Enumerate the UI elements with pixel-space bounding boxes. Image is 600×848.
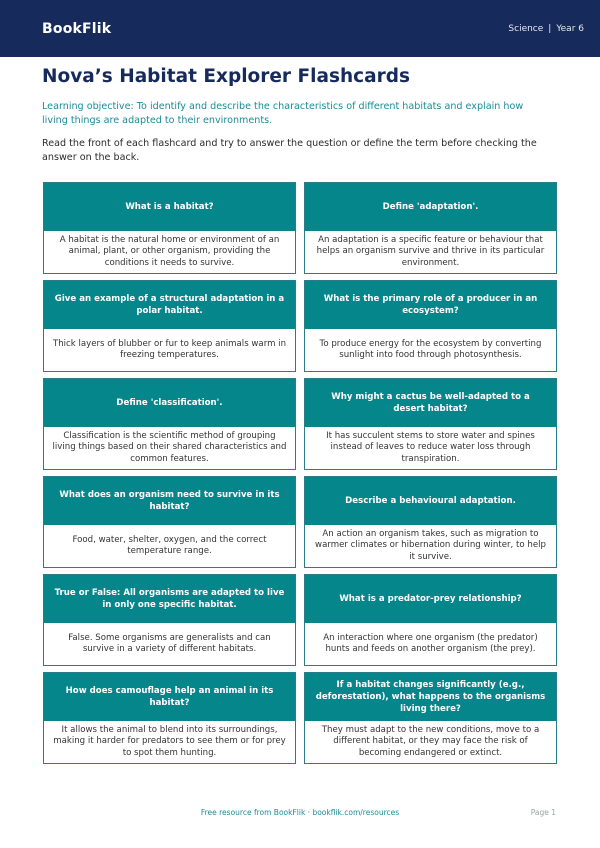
meta-separator: | [548,23,552,34]
header-meta [508,24,584,34]
flashcard-back: False. Some organisms are generalists and can survive in a variety of different habitats. [44,623,295,665]
flashcard-front: Define 'classification'. [44,379,295,427]
flashcard-back: Food, water, shelter, oxygen, and the correct temperature range. [44,525,295,567]
page-title: Nova’s Habitat Explorer Flashcards [42,66,410,87]
flashcard-back: It has succulent stems to store water and spines instead of leaves to reduce water loss through transpiration. [305,427,556,469]
brand-logo[interactable]: BookFlik [42,20,112,37]
flashcard-front: What does an organism need to survive in its habitat? [44,477,295,525]
flashcard[interactable] [304,574,557,666]
instructions: Read the front of each flashcard and try to answer the question or define the term before checking the answer on the back. [42,138,537,163]
page-footer [0,808,600,820]
flashcard-back: Classification is the scientific method of grouping living things based on their shared characteristics and common features. [44,427,295,469]
footer-link[interactable]: Free resource from BookFlik · bookflik.com/resources [200,808,400,817]
flashcard-back: An adaptation is a specific feature or behaviour that helps an organism survive and thrive in its particular environment. [305,231,556,273]
flashcard[interactable] [43,280,296,372]
flashcard-front: Define 'adaptation'. [305,183,556,231]
flashcard-back: An action an organism takes, such as migration to warmer climates or hibernation during winter, to help it survive. [305,525,556,567]
learning-objective: Learning objective: To identify and describe the characteristics of different habitats and explain how living things are adapted to their environments. [42,101,524,126]
flashcard-back: A habitat is the natural home or environment of an animal, plant, or other organism, providing the conditions it needs to survive. [44,231,295,273]
flashcard[interactable] [43,574,296,666]
flashcard[interactable] [43,476,296,568]
flashcard[interactable] [304,476,557,568]
subject-label: Science [508,23,544,34]
flashcard[interactable] [43,672,296,764]
flashcard-front: If a habitat changes significantly (e.g., deforestation), what happens to the organisms living there? [305,673,556,721]
header-bar [0,0,600,57]
flashcard[interactable] [304,378,557,470]
flashcard-back: They must adapt to the new conditions, move to a different habitat, or they may face the risk of becoming endangered or extinct. [305,721,556,763]
flashcard-front: How does camouflage help an animal in its habitat? [44,673,295,721]
flashcard-grid [43,182,557,764]
year-label: Year 6 [556,23,584,34]
flashcard-front: Give an example of a structural adaptation in a polar habitat. [44,281,295,329]
flashcard-back: An interaction where one organism (the predator) hunts and feeds on another organism (the prey). [305,623,556,665]
flashcard-back: To produce energy for the ecosystem by converting sunlight into food through photosynthesis. [305,329,556,371]
flashcard-front: True or False: All organisms are adapted to live in only one specific habitat. [44,575,295,623]
flashcard[interactable] [43,378,296,470]
flashcard-front: What is a predator-prey relationship? [305,575,556,623]
flashcard[interactable] [43,182,296,274]
flashcard-front: What is a habitat? [44,183,295,231]
flashcard-front: Why might a cactus be well-adapted to a desert habitat? [305,379,556,427]
flashcard[interactable] [304,182,557,274]
flashcard[interactable] [304,672,557,764]
flashcard-back: It allows the animal to blend into its surroundings, making it harder for predators to see them or for prey to spot them hunting. [44,721,295,763]
page-number: Page 1 [530,808,556,817]
flashcard-back: Thick layers of blubber or fur to keep animals warm in freezing temperatures. [44,329,295,371]
flashcard-front: What is the primary role of a producer in an ecosystem? [305,281,556,329]
flashcard-front: Describe a behavioural adaptation. [305,477,556,525]
flashcard[interactable] [304,280,557,372]
